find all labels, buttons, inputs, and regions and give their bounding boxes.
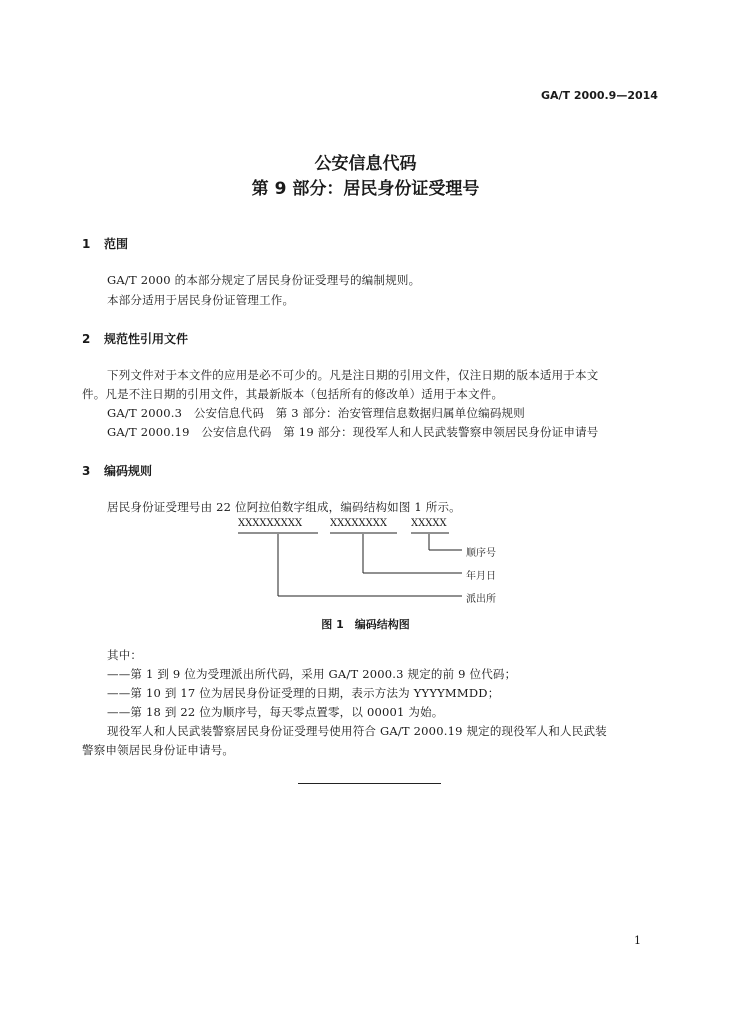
list-item: ——第 10 到 17 位为居民身份证受理的日期，表示方法为 YYYYMMDD； [107, 686, 500, 700]
section-title: 规范性引用文件 [104, 332, 189, 346]
figure-caption: 图 1 编码结构图 [321, 618, 410, 631]
end-rule [298, 783, 441, 784]
paragraph: 居民身份证受理号由 22 位阿拉伯数字组成，编码结构如图 1 所示。 [107, 500, 461, 514]
paragraph: 其中： [107, 648, 143, 662]
document-title: 公安信息代码 [314, 154, 417, 174]
section-number: 1 [82, 237, 91, 251]
document-subtitle: 第 9 部分：居民身份证受理号 [251, 179, 480, 199]
paragraph: 下列文件对于本文件的应用是必不可少的。凡是注日期的引用文件，仅注日期的版本适用于本文 [107, 368, 599, 382]
code-group-station: XXXXXXXXX [238, 518, 303, 529]
paragraph: 现役军人和人民武装警察居民身份证受理号使用符合 GA/T 2000.19 规定的现役军人和人民武装 [107, 724, 607, 738]
label-date: 年月日 [466, 571, 496, 582]
code-group-date: XXXXXXXX [330, 518, 387, 529]
section-number: 3 [82, 464, 91, 478]
reference-item: GA/T 2000.19 公安信息代码 第 19 部分：现役军人和人民武装警察申领居民身份证申请号 [107, 425, 599, 439]
list-item: ——第 18 到 22 位为顺序号，每天零点置零，以 00001 为始。 [107, 705, 444, 719]
section-title: 编码规则 [104, 464, 153, 478]
paragraph: 警察申领居民身份证申请号。 [82, 743, 235, 757]
label-sequence: 顺序号 [466, 548, 496, 559]
section-number: 2 [82, 332, 91, 346]
paragraph: 本部分适用于居民身份证管理工作。 [107, 293, 295, 307]
paragraph: 件。凡是不注日期的引用文件，其最新版本（包括所有的修改单）适用于本文件。 [82, 387, 504, 401]
standard-number: GA/T 2000.9—2014 [541, 89, 658, 102]
reference-item: GA/T 2000.3 公安信息代码 第 3 部分：治安管理信息数据归属单位编码规则 [107, 406, 525, 420]
label-station: 派出所 [466, 594, 496, 605]
paragraph: GA/T 2000 的本部分规定了居民身份证受理号的编制规则。 [107, 273, 421, 287]
section-title: 范围 [104, 237, 129, 251]
list-item: ——第 1 到 9 位为受理派出所代码，采用 GA/T 2000.3 规定的前 9 位代码； [107, 667, 517, 681]
code-group-sequence: XXXXX [411, 518, 447, 529]
page-number: 1 [634, 934, 641, 947]
